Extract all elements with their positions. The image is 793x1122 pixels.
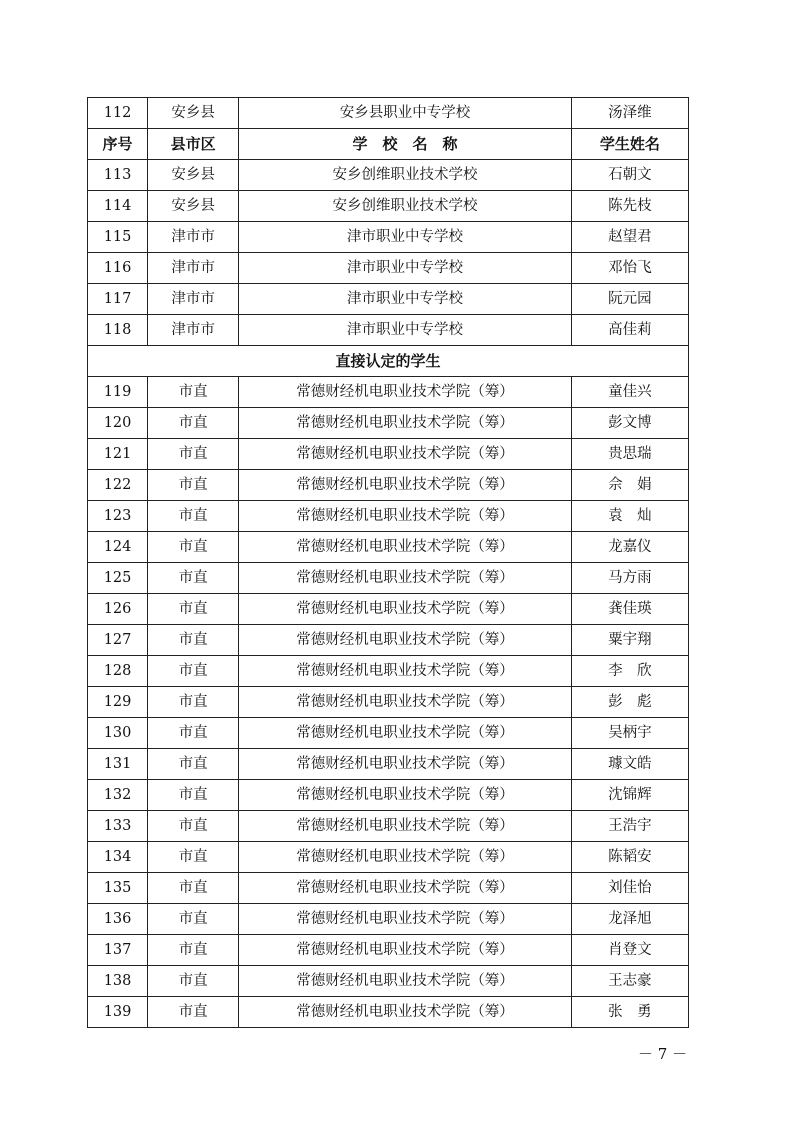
cell-name: 王浩宇 [571,811,688,842]
student-list-table [87,97,689,1028]
cell-name: 龙嘉仪 [571,532,688,563]
table-row [88,935,689,966]
table-row [88,997,689,1028]
cell-no: 120 [88,408,148,439]
cell-name: 陈韬安 [571,842,688,873]
cell-name: 沈锦辉 [571,780,688,811]
cell-no: 130 [88,718,148,749]
cell-name: 阮元园 [571,284,688,315]
cell-no: 138 [88,966,148,997]
table-row [88,594,689,625]
cell-county: 安乡县 [148,98,239,129]
header-name: 学生姓名 [571,129,688,160]
header-county: 县市区 [148,129,239,160]
cell-name: 马方雨 [571,563,688,594]
cell-name: 高佳莉 [571,315,688,346]
table-row [88,191,689,222]
cell-no: 123 [88,501,148,532]
table-row [88,222,689,253]
cell-county: 市直 [148,997,239,1028]
cell-name: 童佳兴 [571,377,688,408]
table-row [88,563,689,594]
cell-name: 粟宇翔 [571,625,688,656]
table-row [88,873,689,904]
cell-name: 贵思瑞 [571,439,688,470]
cell-no: 135 [88,873,148,904]
table-row [88,98,689,129]
cell-county: 市直 [148,749,239,780]
cell-no: 117 [88,284,148,315]
cell-school: 津市职业中专学校 [239,222,572,253]
cell-name: 汤泽维 [571,98,688,129]
cell-county: 市直 [148,718,239,749]
cell-name: 石朝文 [571,160,688,191]
table-row [88,656,689,687]
cell-name: 张 勇 [571,997,688,1028]
cell-name: 佘 娟 [571,470,688,501]
cell-county: 市直 [148,842,239,873]
table-row [88,439,689,470]
cell-school: 常德财经机电职业技术学院（筹） [239,873,572,904]
cell-school: 常德财经机电职业技术学院（筹） [239,532,572,563]
cell-no: 126 [88,594,148,625]
section-row [88,346,689,377]
cell-no: 134 [88,842,148,873]
cell-county: 市直 [148,904,239,935]
cell-no: 116 [88,253,148,284]
cell-name: 吴柄宇 [571,718,688,749]
table-row [88,284,689,315]
header-no: 序号 [88,129,148,160]
cell-school: 常德财经机电职业技术学院（筹） [239,625,572,656]
cell-no: 113 [88,160,148,191]
cell-school: 常德财经机电职业技术学院（筹） [239,935,572,966]
cell-school: 常德财经机电职业技术学院（筹） [239,439,572,470]
cell-county: 市直 [148,687,239,718]
cell-no: 124 [88,532,148,563]
cell-no: 133 [88,811,148,842]
cell-county: 市直 [148,966,239,997]
cell-name: 袁 灿 [571,501,688,532]
cell-school: 常德财经机电职业技术学院（筹） [239,842,572,873]
cell-county: 市直 [148,563,239,594]
cell-county: 安乡县 [148,160,239,191]
cell-school: 常德财经机电职业技术学院（筹） [239,377,572,408]
cell-county: 津市市 [148,315,239,346]
table-header-row [88,129,689,160]
cell-county: 市直 [148,408,239,439]
cell-school: 常德财经机电职业技术学院（筹） [239,997,572,1028]
cell-no: 132 [88,780,148,811]
cell-name: 邓怡飞 [571,253,688,284]
cell-school: 常德财经机电职业技术学院（筹） [239,470,572,501]
table-row [88,749,689,780]
cell-name: 彭文博 [571,408,688,439]
page-number: － 7 － [638,1045,688,1063]
table-row [88,253,689,284]
cell-county: 津市市 [148,253,239,284]
cell-name: 刘佳怡 [571,873,688,904]
cell-county: 市直 [148,656,239,687]
cell-school: 常德财经机电职业技术学院（筹） [239,408,572,439]
cell-school: 常德财经机电职业技术学院（筹） [239,904,572,935]
table-row [88,408,689,439]
cell-no: 115 [88,222,148,253]
cell-no: 119 [88,377,148,408]
cell-school: 常德财经机电职业技术学院（筹） [239,718,572,749]
cell-school: 津市职业中专学校 [239,284,572,315]
table-row [88,780,689,811]
cell-county: 市直 [148,470,239,501]
table-row [88,625,689,656]
table-row [88,501,689,532]
table-row [88,470,689,501]
cell-county: 市直 [148,625,239,656]
cell-school: 常德财经机电职业技术学院（筹） [239,656,572,687]
cell-name: 赵望君 [571,222,688,253]
cell-county: 市直 [148,935,239,966]
cell-school: 安乡创维职业技术学校 [239,160,572,191]
cell-county: 市直 [148,439,239,470]
cell-no: 121 [88,439,148,470]
header-school: 学 校 名 称 [239,129,572,160]
cell-no: 127 [88,625,148,656]
cell-county: 安乡县 [148,191,239,222]
cell-county: 市直 [148,532,239,563]
table-row [88,687,689,718]
cell-name: 陈先枝 [571,191,688,222]
cell-school: 常德财经机电职业技术学院（筹） [239,780,572,811]
cell-school: 常德财经机电职业技术学院（筹） [239,563,572,594]
cell-name: 李 欣 [571,656,688,687]
table-row [88,532,689,563]
cell-county: 津市市 [148,222,239,253]
cell-no: 128 [88,656,148,687]
cell-no: 122 [88,470,148,501]
table-row [88,315,689,346]
cell-name: 彭 彪 [571,687,688,718]
cell-no: 136 [88,904,148,935]
cell-school: 津市职业中专学校 [239,253,572,284]
cell-no: 131 [88,749,148,780]
table-row [88,377,689,408]
cell-name: 龙泽旭 [571,904,688,935]
cell-county: 市直 [148,780,239,811]
table-row [88,842,689,873]
cell-school: 常德财经机电职业技术学院（筹） [239,594,572,625]
table-row [88,966,689,997]
table-row [88,160,689,191]
cell-county: 市直 [148,873,239,904]
cell-no: 112 [88,98,148,129]
table-body [88,98,689,1028]
cell-no: 137 [88,935,148,966]
cell-name: 璩文皓 [571,749,688,780]
cell-school: 常德财经机电职业技术学院（筹） [239,501,572,532]
cell-name: 龚佳瑛 [571,594,688,625]
cell-name: 肖登文 [571,935,688,966]
cell-school: 安乡县职业中专学校 [239,98,572,129]
cell-county: 市直 [148,594,239,625]
cell-county: 津市市 [148,284,239,315]
cell-no: 118 [88,315,148,346]
cell-county: 市直 [148,377,239,408]
cell-no: 114 [88,191,148,222]
cell-school: 常德财经机电职业技术学院（筹） [239,966,572,997]
cell-county: 市直 [148,501,239,532]
cell-school: 常德财经机电职业技术学院（筹） [239,811,572,842]
cell-school: 常德财经机电职业技术学院（筹） [239,687,572,718]
cell-school: 常德财经机电职业技术学院（筹） [239,749,572,780]
cell-school: 津市职业中专学校 [239,315,572,346]
table-row [88,811,689,842]
table-row [88,718,689,749]
section-title: 直接认定的学生 [88,346,689,377]
cell-no: 125 [88,563,148,594]
table-row [88,904,689,935]
cell-no: 139 [88,997,148,1028]
cell-county: 市直 [148,811,239,842]
cell-name: 王志豪 [571,966,688,997]
cell-no: 129 [88,687,148,718]
cell-school: 安乡创维职业技术学校 [239,191,572,222]
